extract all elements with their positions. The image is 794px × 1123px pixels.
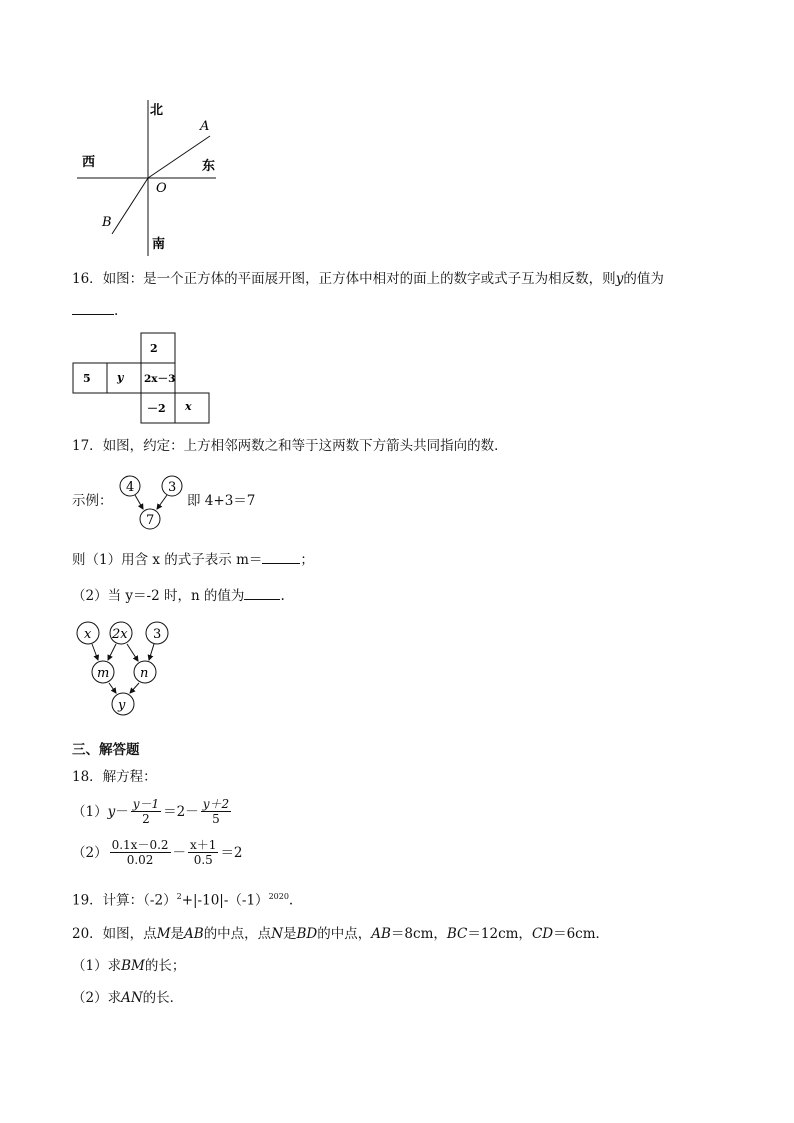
q19-exp1: 2 bbox=[176, 892, 182, 901]
q17-text bbox=[72, 437, 508, 455]
net-value-mid: 2x－3 bbox=[144, 373, 176, 385]
tree-label-n: n bbox=[140, 666, 149, 681]
q20-seg-h: ＝6cm． bbox=[553, 926, 610, 942]
q17-example-label: 示例： bbox=[72, 493, 113, 509]
north-label: 北 bbox=[150, 103, 164, 118]
south-label: 南 bbox=[152, 237, 166, 252]
tree-label-2x: 2x bbox=[112, 627, 128, 642]
example-arrow-left bbox=[135, 495, 143, 509]
q17-part2 bbox=[72, 587, 285, 605]
q17-part2-end: . bbox=[280, 588, 285, 604]
eq1-f2-num: y＋2 bbox=[202, 797, 230, 811]
q20-p2-b: 的长． bbox=[142, 990, 184, 1006]
q17-part1-blank bbox=[262, 551, 300, 564]
net-value-left1: 5 bbox=[83, 372, 91, 385]
tree-label-3: 3 bbox=[153, 627, 162, 642]
section-title: 三、解答题 bbox=[72, 742, 140, 758]
point-o-label: O bbox=[156, 181, 167, 196]
net-value-top: 2 bbox=[150, 342, 158, 355]
example-arrow-right bbox=[157, 495, 167, 509]
eq2-label: （2） bbox=[72, 844, 108, 861]
q20-part1 bbox=[72, 957, 185, 975]
eq1-f2-den: 5 bbox=[212, 812, 220, 826]
q20-seg-e: 的中点， bbox=[317, 926, 372, 942]
q16-blank bbox=[72, 302, 114, 315]
point-b-label: B bbox=[102, 215, 112, 230]
q19-text bbox=[72, 888, 293, 910]
example-node-7-label: 7 bbox=[146, 513, 155, 528]
tree-label-m: m bbox=[97, 666, 110, 681]
example-node-4-label: 4 bbox=[126, 480, 135, 495]
east-label: 东 bbox=[202, 159, 216, 174]
q17-body: 如图，约定：上方相邻两数之和等于这两数下方箭头共同指向的数． bbox=[102, 438, 508, 454]
net-value-bottom-right: x bbox=[185, 400, 192, 413]
q17-example-equation: 即 4+3＝7 bbox=[187, 493, 256, 509]
q18-equation-1 bbox=[72, 797, 233, 826]
net-cell-left2 bbox=[107, 363, 141, 393]
q20-seg-f: ＝8cm， bbox=[390, 926, 447, 942]
eq1-label: （1） bbox=[72, 803, 108, 820]
q17-part2-text: （2）当 y＝-2 时，n 的值为 bbox=[72, 588, 245, 604]
eq2-f1-num: 0.1x－0.2 bbox=[111, 838, 169, 852]
compass-diagram bbox=[70, 96, 230, 260]
q20-p2-a: （2）求 bbox=[72, 990, 122, 1006]
point-a-label: A bbox=[200, 119, 210, 134]
q18-body: 解方程： bbox=[102, 769, 157, 785]
tree-label-y: y bbox=[118, 698, 126, 713]
ray-oa bbox=[148, 136, 210, 178]
q20-AB2: AB bbox=[371, 926, 391, 942]
eq1-f1-den: 2 bbox=[142, 812, 150, 826]
cube-net bbox=[72, 332, 212, 426]
net-value-left2: y bbox=[117, 371, 124, 384]
net-cell-top bbox=[141, 333, 175, 363]
west-label: 西 bbox=[82, 155, 96, 170]
tree-arrow-3-n bbox=[149, 644, 154, 660]
q16-var: y bbox=[615, 271, 624, 287]
eq2-f2-num: x＋1 bbox=[190, 838, 217, 852]
eq2-rhs: ＝2 bbox=[220, 844, 243, 861]
q20-AN: AN bbox=[121, 990, 143, 1006]
q16-answer-line bbox=[72, 302, 118, 320]
q16-tail: 的值为 bbox=[623, 271, 664, 287]
q20-N: N bbox=[271, 926, 283, 942]
q20-BD: BD bbox=[296, 926, 318, 942]
q20-text bbox=[72, 925, 609, 943]
q20-p1-b: 的长； bbox=[144, 958, 186, 974]
eq1-eq: ＝2－ bbox=[163, 803, 199, 820]
q17-part1-text: 则（1）用含 x 的式子表示 m＝ bbox=[72, 552, 263, 568]
eq1-f1-num: y－1 bbox=[132, 797, 160, 811]
tree-label-x: x bbox=[84, 627, 92, 642]
q20-p1-a: （1）求 bbox=[72, 958, 122, 974]
tree-diagram bbox=[70, 618, 180, 720]
example-diagram bbox=[112, 472, 192, 534]
q17-part1-end: ； bbox=[300, 552, 314, 568]
q20-part2 bbox=[72, 989, 183, 1007]
example-node-3-label: 3 bbox=[168, 480, 177, 495]
q20-seg-d: 是 bbox=[283, 926, 297, 942]
eq2-minus: － bbox=[172, 844, 187, 861]
q20-M: M bbox=[156, 926, 171, 942]
q19-exp2: 2020 bbox=[268, 892, 289, 901]
q19-body: 19．计算：（-2） bbox=[72, 892, 177, 909]
tree-arrow-n-y bbox=[130, 683, 139, 693]
q16-number: 16． bbox=[72, 271, 103, 287]
q18-text bbox=[72, 768, 157, 786]
q16-body: 如图：是一个正方体的平面展开图，正方体中相对的面上的数字或式子互为相反数，则 bbox=[102, 271, 616, 287]
q18-equation-2 bbox=[72, 838, 243, 867]
tree-arrow-m-y bbox=[109, 683, 116, 693]
eq1-fraction-1 bbox=[131, 797, 161, 826]
q17-part1 bbox=[72, 551, 314, 569]
q18-number: 18． bbox=[72, 769, 103, 785]
net-value-bottom: －2 bbox=[147, 402, 166, 415]
q20-BM: BM bbox=[121, 958, 145, 974]
q17-number: 17． bbox=[72, 438, 103, 454]
q20-seg-c: 的中点，点 bbox=[203, 926, 272, 942]
q16-end: . bbox=[114, 303, 119, 319]
tree-arrow-x-m bbox=[92, 644, 98, 660]
eq1-var: y bbox=[107, 803, 116, 820]
q16-text bbox=[72, 270, 664, 288]
eq2-fraction-1 bbox=[110, 838, 171, 867]
q20-BC: BC bbox=[446, 926, 468, 942]
net-cell-bottom-right bbox=[175, 393, 209, 423]
ray-ob bbox=[112, 178, 148, 234]
q20-seg-b: 是 bbox=[170, 926, 185, 942]
eq2-fraction-2 bbox=[188, 838, 218, 867]
eq2-f2-den: 0.5 bbox=[193, 853, 213, 867]
eq1-fraction-2 bbox=[201, 797, 231, 826]
q19-mid: +|-10|-（-1） bbox=[181, 892, 269, 909]
q17-part2-blank bbox=[244, 587, 280, 600]
q19-end: . bbox=[288, 892, 294, 909]
eq1-minus: － bbox=[115, 803, 129, 820]
tree-arrow-2x-n bbox=[127, 644, 138, 661]
q20-seg-a: 20．如图，点 bbox=[72, 926, 157, 942]
q20-seg-g: ＝12cm， bbox=[467, 926, 532, 942]
tree-arrow-2x-m bbox=[108, 644, 116, 660]
q20-AB: AB bbox=[184, 926, 204, 942]
eq2-f1-den: 0.02 bbox=[126, 853, 154, 867]
q20-CD: CD bbox=[531, 926, 554, 942]
